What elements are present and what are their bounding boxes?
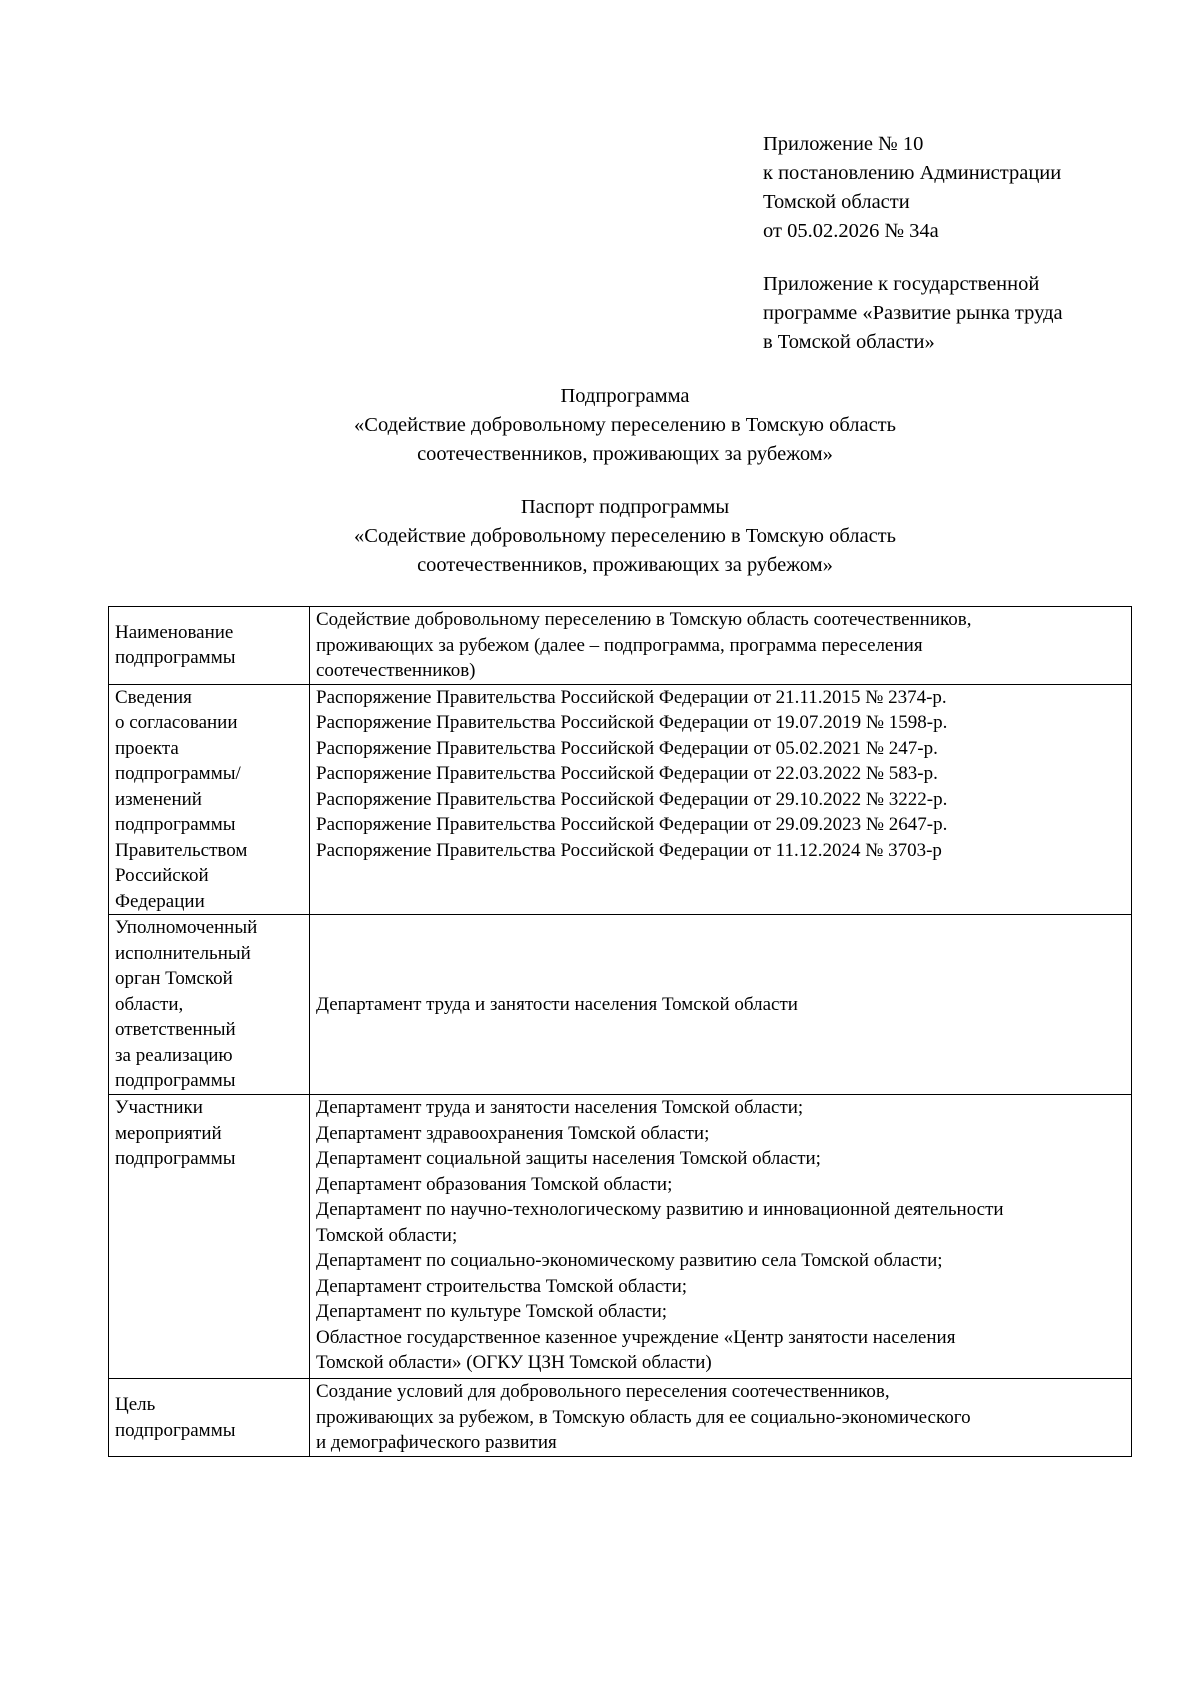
label-line: Участники (115, 1097, 203, 1118)
value-line: Департамент образования Томской области; (316, 1173, 673, 1195)
value-line: Департамент здравоохранения Томской области; (316, 1122, 710, 1144)
label-line: подпрограммы (115, 647, 236, 669)
label-line: подпрограммы (115, 814, 236, 835)
value-line: Департамент труда и занятости населения Томской области (316, 993, 798, 1015)
label-line: за реализацию (115, 1044, 233, 1066)
subprogram-title (0, 382, 1200, 469)
value-line: Департамент по культуре Томской области; (316, 1301, 668, 1322)
label-line: области, (115, 993, 184, 1015)
row-label-participants (109, 1095, 310, 1379)
passport-table (108, 606, 1132, 1457)
value-line: Томской области; (316, 1224, 458, 1246)
appendix-line: к постановлению Администрации (763, 162, 1062, 184)
label-line: Сведения (115, 686, 192, 708)
value-line: Распоряжение Правительства Российской Федерации от 19.07.2019 № 1598-р. (316, 712, 948, 733)
program-reference-header (763, 270, 1063, 357)
value-line: Содействие добровольному переселению в Томскую область соотечественников, (316, 609, 972, 630)
row-label-approval (109, 684, 310, 915)
row-value-approval (310, 684, 1132, 915)
value-line: Областное государственное казенное учреждение «Центр занятости населения (316, 1326, 956, 1348)
value-line: Распоряжение Правительства Российской Федерации от 21.11.2015 № 2374-р. (316, 686, 947, 708)
value-line: Распоряжение Правительства Российской Федерации от 29.10.2022 № 3222-р. (316, 788, 948, 810)
passport-title-line: Паспорт подпрограммы (520, 496, 730, 518)
row-label-name (109, 607, 310, 685)
label-line: ответственный (115, 1019, 236, 1040)
label-line: Цель (115, 1394, 156, 1415)
program-ref-line: программе «Развитие рынка труда (763, 302, 1063, 324)
subprogram-title-line: Подпрограмма (560, 385, 690, 407)
value-line: Распоряжение Правительства Российской Федерации от 29.09.2023 № 2647-р. (316, 814, 948, 835)
value-line: соотечественников) (316, 660, 476, 681)
program-ref-line: Приложение к государственной (763, 273, 1040, 295)
value-line: Департамент строительства Томской области; (316, 1275, 688, 1297)
value-line: проживающих за рубежом, в Томскую область для ее социально-экономического (316, 1406, 971, 1428)
passport-title-line: «Содействие добровольному переселению в Томскую область (354, 525, 896, 547)
subprogram-title-line: соотечественников, проживающих за рубежом» (417, 443, 833, 465)
label-line: мероприятий (115, 1122, 222, 1144)
label-line: о согласовании (115, 712, 238, 733)
row-value-participants (310, 1095, 1132, 1379)
table-row (109, 1095, 1132, 1379)
label-line: подпрограммы/ (115, 763, 241, 784)
label-line: Федерации (115, 890, 205, 912)
table-row (109, 607, 1132, 685)
program-ref-line: в Томской области» (763, 331, 935, 353)
appendix-line: Томской области (763, 191, 910, 213)
label-line: подпрограммы (115, 1070, 236, 1091)
value-line: Департамент по социально-экономическому развитию села Томской области; (316, 1250, 943, 1271)
passport-title (0, 493, 1200, 580)
value-line: Создание условий для добровольного переселения соотечественников, (316, 1381, 890, 1402)
value-line: Департамент труда и занятости населения Томской области; (316, 1097, 804, 1118)
appendix-line: от 05.02.2026 № 34а (763, 220, 939, 242)
label-line: Уполномоченный (115, 917, 258, 938)
label-line: подпрограммы (115, 1419, 236, 1441)
value-line: Распоряжение Правительства Российской Федерации от 11.12.2024 № 3703-р (316, 839, 942, 861)
label-line: исполнительный (115, 942, 251, 964)
table-row (109, 915, 1132, 1095)
appendix-header (763, 130, 1061, 246)
row-value-goal (310, 1379, 1132, 1457)
row-value-authority (310, 915, 1132, 1095)
label-line: подпрограммы (115, 1148, 236, 1169)
value-line: Распоряжение Правительства Российской Федерации от 22.03.2022 № 583-р. (316, 763, 938, 784)
row-value-name (310, 607, 1132, 685)
value-line: Томской области» (ОГКУ ЦЗН Томской области) (316, 1352, 712, 1373)
value-line: Распоряжение Правительства Российской Федерации от 05.02.2021 № 247-р. (316, 737, 938, 759)
row-label-authority (109, 915, 310, 1095)
passport-title-line: соотечественников, проживающих за рубежом» (417, 554, 833, 576)
value-line: Департамент социальной защиты населения Томской области; (316, 1148, 821, 1169)
label-line: Наименование (115, 621, 234, 643)
label-line: Правительством (115, 839, 248, 861)
label-line: изменений (115, 788, 202, 810)
appendix-line: Приложение № 10 (763, 133, 924, 155)
table-row (109, 1379, 1132, 1457)
label-line: Российской (115, 865, 209, 886)
label-line: орган Томской (115, 968, 233, 989)
value-line: и демографического развития (316, 1432, 557, 1453)
subprogram-title-line: «Содействие добровольному переселению в Томскую область (354, 414, 896, 436)
table-row (109, 684, 1132, 915)
label-line: проекта (115, 737, 179, 759)
value-line: Департамент по научно-технологическому развитию и инновационной деятельности (316, 1199, 1004, 1220)
value-line: проживающих за рубежом (далее – подпрограмма, программа переселения (316, 634, 923, 656)
row-label-goal (109, 1379, 310, 1457)
